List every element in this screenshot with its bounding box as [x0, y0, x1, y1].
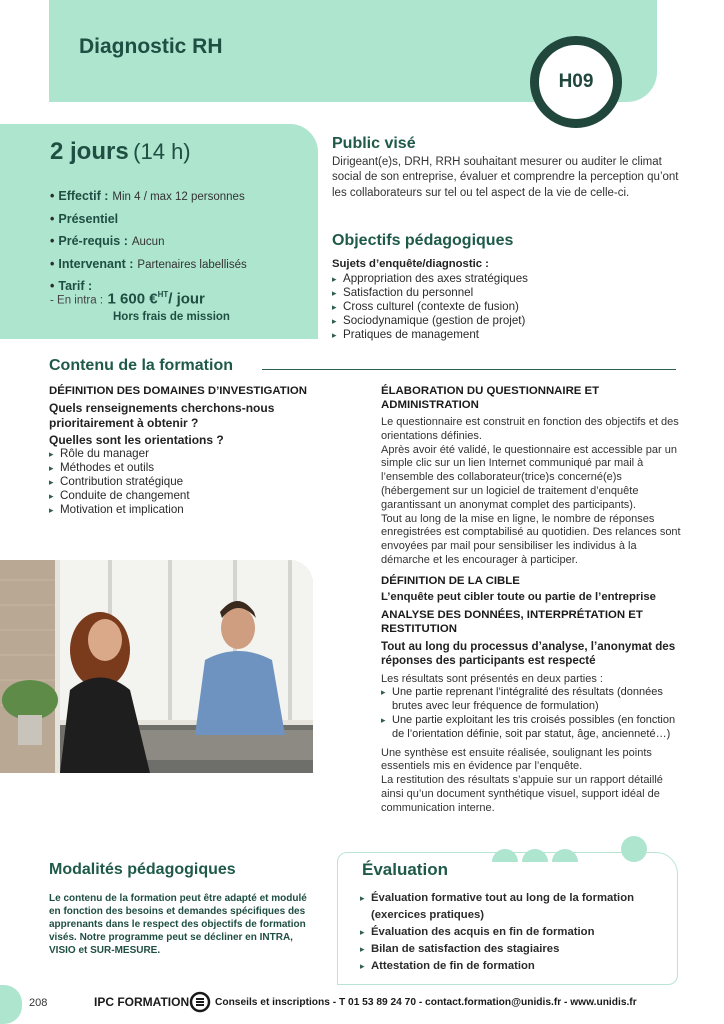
synthese-text: Une synthèse est ensuite réalisée, soulignant les points essentiels mis en évidence par l’enquête.	[381, 746, 652, 773]
price-suffix: / jour	[168, 290, 205, 308]
objectif-item: ▸ Cross culturel (contexte de fusion)	[332, 300, 682, 314]
objectif-item: ▸ Satisfaction du personnel	[332, 286, 682, 300]
public-text: Dirigeant(e)s, DRH, RRH souhaitant mesurer ou auditer le climat social de son entreprise, évaluer et comprendre la perception qu’ont les collaborateurs sur tel ou tel aspect de la vie de celle-ci.	[332, 156, 679, 199]
duration-hours: (14 h)	[133, 139, 191, 164]
objectif-item: ▸ Appropriation des axes stratégiques	[332, 272, 682, 286]
price-line	[50, 290, 205, 308]
elaboration-text-3: Tout au long de la mise en ligne, le nombre de réponses enregistrées est comptabilisé au quotidien. Des relances sont envoyées par mail pour sensibiliser les individus à la démarche et les encourager à participer.	[381, 512, 681, 566]
price-prefix: - En intra :	[50, 294, 104, 307]
evaluation-item: ▸ Attestation de fin de formation	[360, 958, 660, 975]
analyse-item: ▸ Une partie exploitant les tris croisés possibles (en fonction de l’orientation définie, soit par statut, âge, ancienneté…)	[381, 714, 681, 742]
info-value: Partenaires labellisés	[137, 258, 247, 271]
bubbles-decoration	[492, 834, 652, 862]
evaluation-item: ▸ Évaluation formative tout au long de la formation (exercices pratiques)	[360, 890, 660, 924]
elaboration-heading: ÉLABORATION DU QUESTIONNAIRE ET ADMINISTRATION	[381, 385, 600, 411]
footer-logo-icon	[189, 991, 211, 1013]
info-bullet: •	[50, 279, 55, 293]
info-item	[50, 186, 315, 209]
footer-contact: Conseils et inscriptions - T 01 53 89 24 70 - contact.formation@unidis.fr - www.unidis.fr	[215, 997, 637, 1008]
analyse-subtitle: Tout au long du processus d’analyse, l’anonymat des réponses des participants est respecté	[381, 639, 676, 668]
orientation-item: ▸ Motivation et implication	[49, 503, 329, 517]
page-number-tab	[0, 985, 22, 1024]
info-key: Pré-requis :	[58, 234, 128, 248]
orientation-item: ▸ Contribution stratégique	[49, 475, 329, 489]
meeting-photo	[0, 560, 313, 773]
elaboration-text-1: Le questionnaire est construit en fonction des objectifs et des orientations définies.	[381, 416, 679, 442]
page-number: 208	[29, 997, 48, 1009]
public-title: Public visé	[332, 135, 416, 152]
objectifs-title: Objectifs pédagogiques	[332, 232, 514, 249]
evaluation-item: ▸ Évaluation des acquis en fin de formation	[360, 924, 660, 941]
info-item	[50, 231, 315, 254]
info-list	[50, 186, 315, 299]
logo-icon-shape	[189, 991, 211, 1013]
contenu-right	[381, 384, 681, 816]
objectifs-list	[332, 272, 682, 342]
price-note: Hors frais de mission	[113, 311, 230, 323]
meeting-photo-image	[0, 560, 313, 773]
domaines-heading: DÉFINITION DES DOMAINES D’INVESTIGATION	[49, 385, 307, 397]
price-sup: HT	[157, 290, 169, 299]
info-item	[50, 209, 315, 232]
question-2: Quelles sont les orientations ?	[49, 433, 224, 447]
analyse-heading: ANALYSE DES DONNÉES, INTERPRÉTATION ET RESTITUTION	[381, 608, 643, 635]
modalites-text: Le contenu de la formation peut être adapté et modulé en fonction des besoins et demandes spécifiques des apprenants dans le respect des objectifs de formation visés. Notre programme peut se décliner en INTRA, VISIO et SUR-MESURE.	[49, 893, 307, 956]
info-key: Effectif :	[58, 189, 109, 203]
objectif-item: ▸ Sociodynamique (gestion de projet)	[332, 314, 682, 328]
analyse-text: Les résultats sont présentés en deux parties :	[381, 672, 603, 685]
question-1: Quels renseignements cherchons-nous prioritairement à obtenir ?	[49, 401, 275, 430]
orientations-list	[49, 447, 329, 517]
objectifs-subtitle: Sujets d’enquête/diagnostic :	[332, 258, 489, 270]
modalites-title: Modalités pédagogiques	[49, 861, 236, 878]
cible-heading: DÉFINITION DE LA CIBLE	[381, 574, 520, 587]
info-bullet: •	[50, 211, 55, 226]
restitution-text: La restitution des résultats s’appuie sur un rapport détaillé ainsi qu’un document synthétique visuel, support idéal de communication interne.	[381, 774, 663, 814]
course-code-badge	[530, 36, 622, 128]
orientation-item: ▸ Conduite de changement	[49, 489, 329, 503]
objectif-item: ▸ Pratiques de management	[332, 328, 682, 342]
course-code: H09	[558, 71, 594, 92]
contenu-divider	[262, 369, 676, 370]
price: 1 600 €	[107, 290, 158, 308]
page-title: Diagnostic RH	[79, 35, 223, 58]
duration	[50, 138, 191, 166]
analyse-item: ▸ Une partie reprenant l’intégralité des résultats (données brutes avec leur fréquence de formulation)	[381, 686, 681, 714]
evaluation-item: ▸ Bilan de satisfaction des stagiaires	[360, 941, 660, 958]
info-value: Min 4 / max 12 personnes	[112, 191, 245, 203]
info-key: Tarif :	[58, 279, 93, 293]
evaluation-title: Évaluation	[362, 860, 448, 879]
info-bullet: •	[50, 234, 55, 248]
info-bullet: •	[50, 256, 55, 271]
info-item	[50, 254, 315, 277]
orientation-item: ▸ Méthodes et outils	[49, 461, 329, 475]
contenu-title: Contenu de la formation	[49, 357, 233, 374]
info-bullet: •	[50, 189, 55, 203]
evaluation-bubbles	[492, 834, 652, 862]
info-key: Intervenant :	[58, 256, 134, 271]
cible-text: L’enquête peut cibler toute ou partie de l’entreprise	[381, 590, 656, 603]
analyse-list	[381, 686, 681, 741]
orientation-item: ▸ Rôle du manager	[49, 447, 329, 461]
duration-days: 2 jours	[50, 138, 129, 165]
elaboration-text-2: Après avoir été validé, le questionnaire est accessible par un simple clic sur un lien Internet communiqué par mail à l’ensemble des collaborateur(trice)s concerné(e)s (hébergement sur un logiciel de traitement d’enquête garantissant un anonymat complet des participants).	[381, 443, 677, 511]
evaluation-list	[360, 890, 660, 975]
info-value: Aucun	[131, 236, 165, 248]
info-key: Présentiel	[58, 211, 119, 226]
footer-brand: IPC FORMATION	[94, 995, 190, 1009]
